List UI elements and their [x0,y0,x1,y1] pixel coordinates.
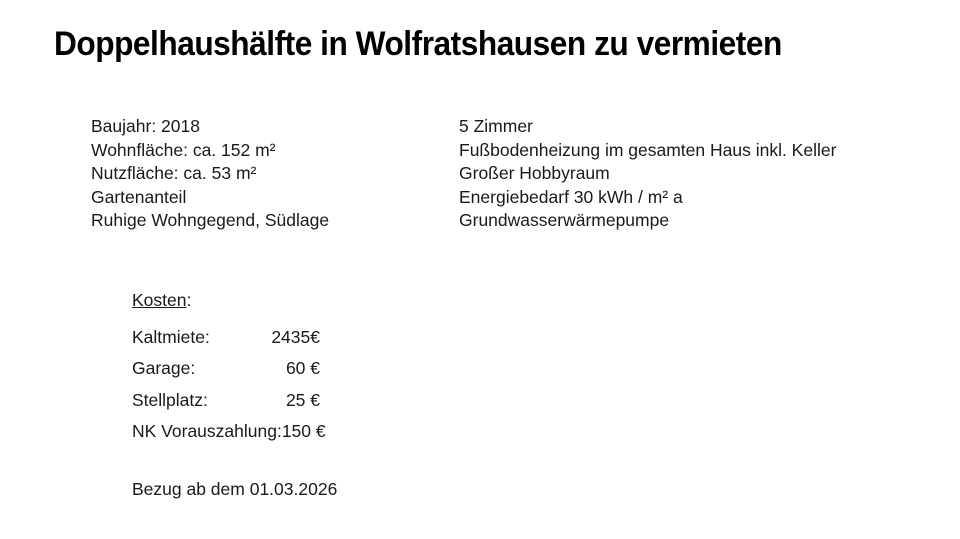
detail-line-nutzflaeche: Nutzfläche: ca. 53 m² [91,163,257,183]
detail-line-waermepumpe: Grundwasserwärmepumpe [459,210,670,230]
detail-line-zimmer: 5 Zimmer [459,116,533,136]
cost-label: Kaltmiete: [132,326,210,347]
cost-row-garage [132,353,320,385]
detail-line-fussbodenheizung: Fußbodenheizung im gesamten Haus inkl. Keller [459,139,837,160]
detail-line-baujahr: Baujahr: 2018 [91,116,200,136]
detail-line-wohngegend: Ruhige Wohngegend, Südlage [91,210,330,230]
cost-label: NK Vorauszahlung: [132,421,282,442]
cost-label: Stellplatz: [132,389,208,410]
cost-value: 150 € [281,421,326,442]
cost-value: 25 € [285,389,320,410]
availability-line: Bezug ab dem 01.03.2026 [132,479,338,499]
cost-label: Garage: [132,358,196,379]
cost-value: 60 € [285,358,320,379]
costs-section [132,289,326,448]
property-details-left [91,115,329,233]
cost-row-nk-vorauszahlung [132,416,326,448]
property-details-right [459,115,836,233]
costs-heading-label: Kosten [132,290,187,310]
detail-line-energiebedarf: Energiebedarf 30 kWh / m² a [459,186,683,207]
costs-heading-colon: : [186,290,192,310]
detail-line-wohnflaeche: Wohnfläche: ca. 152 m² [91,139,276,160]
detail-line-hobbyraum: Großer Hobbyraum [459,163,610,183]
cost-value: 2435€ [271,326,320,347]
cost-row-stellplatz [132,385,320,417]
page-title: Doppelhaushälfte in Wolfratshausen zu vermieten [54,25,782,63]
cost-row-kaltmiete [132,322,320,354]
costs-heading [132,289,320,313]
detail-line-gartenanteil: Gartenanteil [91,186,187,207]
